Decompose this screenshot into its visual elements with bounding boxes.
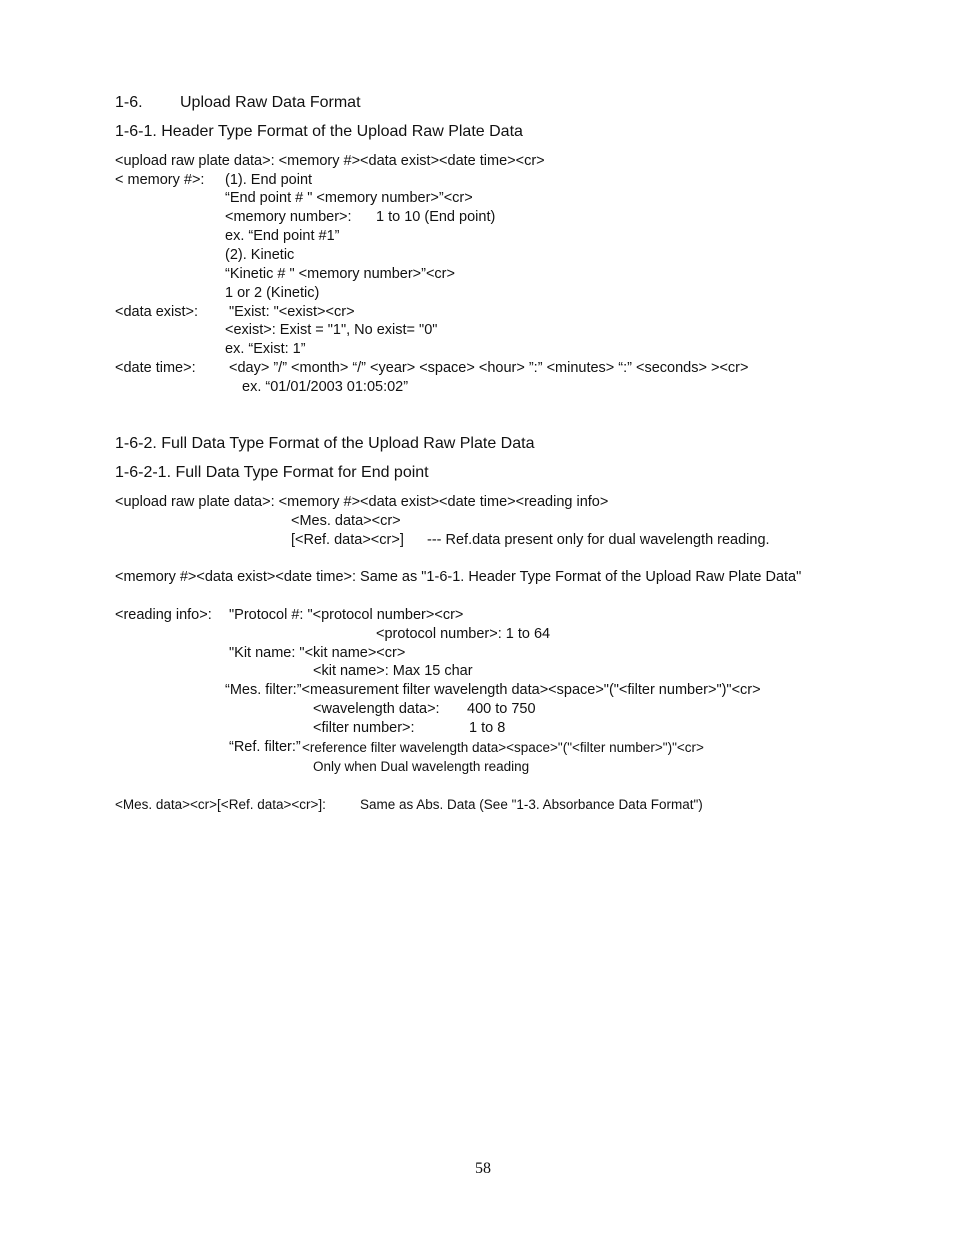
memory-kinetic-range: 1 or 2 (Kinetic)	[225, 285, 320, 301]
memory-endpoint: (1). End point	[225, 172, 313, 188]
ref-filter-format: <reference filter wavelength data><space>"("<filter number>")"<cr>	[302, 740, 704, 755]
date-time-example: ex. “01/01/2003 01:05:02”	[242, 379, 409, 395]
subsection-heading-1-6-1: 1-6-1. Header Type Format of the Upload Raw Plate Data	[115, 123, 523, 140]
data-exist-values: <exist>: Exist = "1", No exist= "0"	[225, 322, 438, 338]
ref-filter-prefix: “Ref. filter:”	[229, 739, 301, 755]
ref-filter-note: Only when Dual wavelength reading	[313, 759, 530, 774]
kit-format: "Kit name: "<kit name><cr>	[229, 645, 406, 661]
memory-kinetic-format: “Kinetic # " <memory number>”<cr>	[225, 266, 455, 282]
data-same-as: Same as Abs. Data (See "1-3. Absorbance Data Format")	[360, 797, 703, 812]
memory-label: < memory #>:	[115, 172, 205, 188]
date-time-label: <date time>:	[115, 360, 196, 376]
date-time-format: <day> ”/” <month> “/” <year> <space> <hour> ”:” <minutes> “:” <seconds> ><cr>	[229, 360, 749, 376]
section-number: 1-6.	[115, 94, 143, 111]
memory-endpoint-example: ex. “End point #1”	[225, 228, 340, 244]
filter-number-label: <filter number>:	[313, 720, 415, 736]
data-exist-label: <data exist>:	[115, 304, 199, 320]
wavelength-range: 400 to 750	[467, 701, 536, 717]
protocol-range: <protocol number>: 1 to 64	[376, 626, 551, 642]
data-exist-format: "Exist: "<exist><cr>	[229, 304, 355, 320]
subsection-heading-1-6-2-1: 1-6-2-1. Full Data Type Format for End point	[115, 464, 429, 481]
memory-number-label: <memory number>:	[225, 209, 352, 225]
full-syntax: <upload raw plate data>: <memory #><data exist><date time><reading info>	[115, 494, 609, 510]
kit-range: <kit name>: Max 15 char	[313, 663, 473, 679]
wavelength-label: <wavelength data>:	[313, 701, 440, 717]
full-syntax-ref-note: --- Ref.data present only for dual wavelength reading.	[427, 532, 770, 548]
filter-number-range: 1 to 8	[469, 720, 506, 736]
protocol-format: "Protocol #: "<protocol number><cr>	[229, 607, 464, 623]
memory-kinetic: (2). Kinetic	[225, 247, 295, 263]
same-as-note: <memory #><data exist><date time>: Same as "1-6-1. Header Type Format of the Upload Raw Plate Data"	[115, 569, 802, 585]
subsection-heading-1-6-2: 1-6-2. Full Data Type Format of the Upload Raw Plate Data	[115, 435, 535, 452]
memory-number-range: 1 to 10 (End point)	[376, 209, 496, 225]
reading-info-label: <reading info>:	[115, 607, 212, 623]
memory-endpoint-format: “End point # " <memory number>”<cr>	[225, 190, 473, 206]
page-number: 58	[475, 1160, 491, 1177]
header-syntax: <upload raw plate data>: <memory #><data exist><date time><cr>	[115, 153, 545, 169]
data-exist-example: ex. “Exist: 1”	[225, 341, 306, 357]
full-syntax-ref: [<Ref. data><cr>]	[291, 532, 404, 548]
full-syntax-mes: <Mes. data><cr>	[291, 513, 401, 529]
data-label: <Mes. data><cr>[<Ref. data><cr>]:	[115, 797, 326, 812]
section-title: Upload Raw Data Format	[180, 94, 361, 111]
mes-filter-format: “Mes. filter:”<measurement filter wavelength data><space>"("<filter number>")"<cr>	[225, 682, 761, 698]
